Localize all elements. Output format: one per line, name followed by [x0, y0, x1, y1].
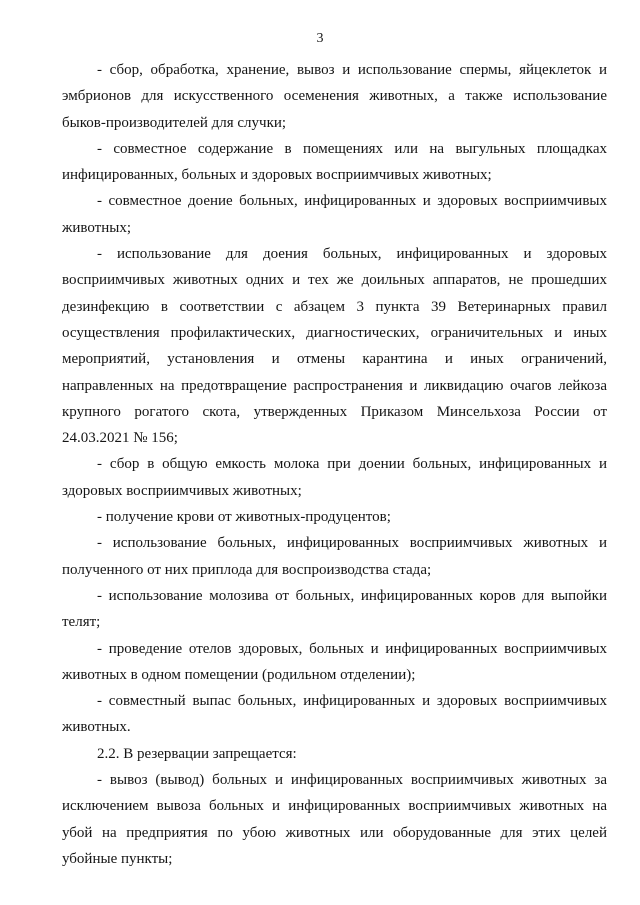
document-body — [62, 57, 607, 872]
paragraph-milking-machines: - использование для доения больных, инфицированных и здоровых восприимчивых животных одних и тех же доильных аппаратов, не прошедших дезинфекцию в соответствии с абзацем 3 пункта 39 Ветеринарных правил осуществления профилактических, диагностических, ограничительных и иных мероприятий, установления и отмены карантина и иных ограничений, направленных на предотвращение распространения и ликвидацию очагов лейкоза крупного рогатого скота, утвержденных Приказом Минсельхоза России от 24.03.2021 № 156; — [62, 246, 607, 447]
paragraph-calving: - проведение отелов здоровых, больных и инфицированных восприимчивых животных в одном помещении (родильном отделении); — [62, 640, 607, 683]
paragraph-joint-keeping: - совместное содержание в помещениях или на выгульных площадках инфицированных, больных и здоровых восприимчивых животных; — [62, 140, 607, 184]
paragraph-milk-collection: - сбор в общую емкость молока при доении больных, инфицированных и здоровых восприимчивых животных; — [62, 456, 607, 499]
paragraph-blood-collection: - получение крови от животных-продуцентов; — [97, 509, 391, 526]
section-heading-reservation: 2.2. В резервации запрещается: — [97, 745, 297, 762]
paragraph-colostrum: - использование молозива от больных, инфицированных коров для выпойки телят; — [62, 587, 607, 631]
page-number: 3 — [316, 31, 324, 46]
paragraph-export-animals: - вывоз (вывод) больных и инфицированных восприимчивых животных за исключением вывоза больных и инфицированных восприимчивых животных на убой на предприятия по убою животных или оборудованные для этих целей убойные пункты; — [62, 772, 607, 867]
paragraph-joint-grazing: - совместный выпас больных, инфицированных и здоровых восприимчивых животных. — [62, 693, 607, 736]
paragraph-joint-milking: - совместное доение больных, инфицированных и здоровых восприимчивых животных; — [62, 193, 607, 236]
paragraph-reproduction: - использование больных, инфицированных восприимчивых животных и полученного от них приплода для воспроизводства стада; — [62, 535, 607, 578]
paragraph-semen-embryos: - сбор, обработка, хранение, вывоз и использование спермы, яйцеклеток и эмбрионов для искусственного осеменения животных, а также использование быков-производителей для случки; — [62, 62, 607, 131]
